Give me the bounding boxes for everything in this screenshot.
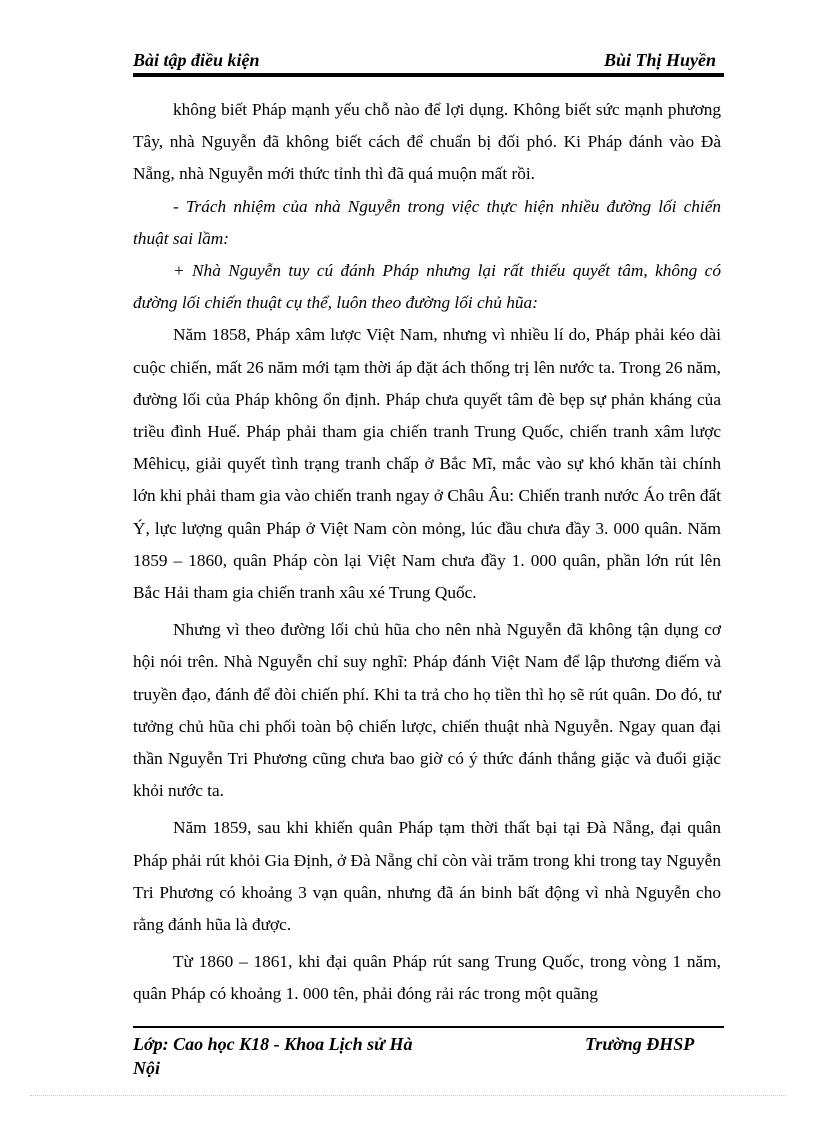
paragraph-italic-heading: - Trách nhiệm của nhà Nguyễn trong việc thực hiện nhiều đường lối chiến thuật sai lầm:	[133, 196, 721, 248]
page-footer	[133, 1026, 724, 1078]
footer-class-info: Lớp: Cao học K18 - Khoa Lịch sử Hà Nội	[133, 1034, 413, 1078]
document-body	[133, 94, 721, 1011]
header-author-name: Bùi Thị Huyền	[603, 50, 716, 70]
paragraph: Năm 1858, Pháp xâm lược Việt Nam, nhưng vì nhiều lí do, Pháp phải kéo dài cuộc chiến, mất 26 năm mới tạm thời áp đặt ách thống trị lên nước ta. Trong 26 năm, đường lối của Pháp không ổn định. Pháp chưa quyết tâm đè bẹp sự phản kháng của triều đình Huế. Pháp phải tham gia chiến tranh Trung Quốc, chiến tranh xâm lược Mêhicụ, giải quyết tình trạng tranh chấp ở Bắc Mĩ, mắc vào sự khó khăn tài chính lớn khi phải tham gia vào chiến tranh ngay ở Châu Âu: Chiến tranh nước Áo trên đất Ý, lực lượng quân Pháp ở Việt Nam còn mỏng, lúc đầu chưa đầy 3. 000 quân. Năm 1859 – 1860, quân Pháp còn lại Việt Nam chưa đầy 1. 000 quân, phần lớn rút lên Bắc Hải tham gia chiến tranh xâu xé Trung Quốc.	[133, 325, 721, 603]
header-course-title: Bài tập điều kiện	[133, 50, 260, 70]
paragraph: Từ 1860 – 1861, khi đại quân Pháp rút sang Trung Quốc, trong vòng 1 năm, quân Pháp có khoảng 1. 000 tên, phải đóng rải rác trong một quãng	[133, 952, 721, 1004]
bottom-dotted-divider	[30, 1095, 786, 1096]
footer-school-name: Trường ĐHSP	[585, 1034, 695, 1054]
paragraph: Nhưng vì theo đường lối chủ hũa cho nên nhà Nguyễn đã không tận dụng cơ hội nói trên. Nhà Nguyễn chỉ suy nghĩ: Pháp đánh Việt Nam để lập thương điếm và truyền đạo, đánh để đòi chiến phí. Khi ta trả cho họ tiền thì họ sẽ rút quân. Do đó, tư tưởng chủ hũa chi phối toàn bộ chiến lược, chiến thuật nhà Nguyễn. Ngay quan đại thần Nguyễn Tri Phương cũng chưa bao giờ có ý thức đánh thắng giặc và đuổi giặc khỏi nước ta.	[133, 620, 721, 801]
page-header	[133, 49, 724, 75]
paragraph-italic-subheading: + Nhà Nguyễn tuy cú đánh Pháp nhưng lại rất thiếu quyết tâm, không có đường lối chiến thuật cụ thể, luôn theo đường lối chủ hũa:	[133, 261, 721, 313]
paragraph: Năm 1859, sau khi khiến quân Pháp tạm thời thất bại tại Đà Nẵng, đại quân Pháp phải rút khỏi Gia Định, ở Đà Nẵng chỉ còn vài trăm trong khi trong tay Nguyễn Tri Phương có khoảng 3 vạn quân, nhưng đã án binh bất động vì nhà Nguyễn cho rằng đánh hũa là được.	[133, 818, 721, 935]
paragraph: không biết Pháp mạnh yếu chỗ nào để lợi dụng. Không biết sức mạnh phương Tây, nhà Nguyễn đã không biết cách để chuẩn bị đối phó. Ki Pháp đánh vào Đà Nẵng, nhà Nguyễn mới thức tỉnh thì đã quá muộn mất rồi.	[133, 100, 721, 184]
